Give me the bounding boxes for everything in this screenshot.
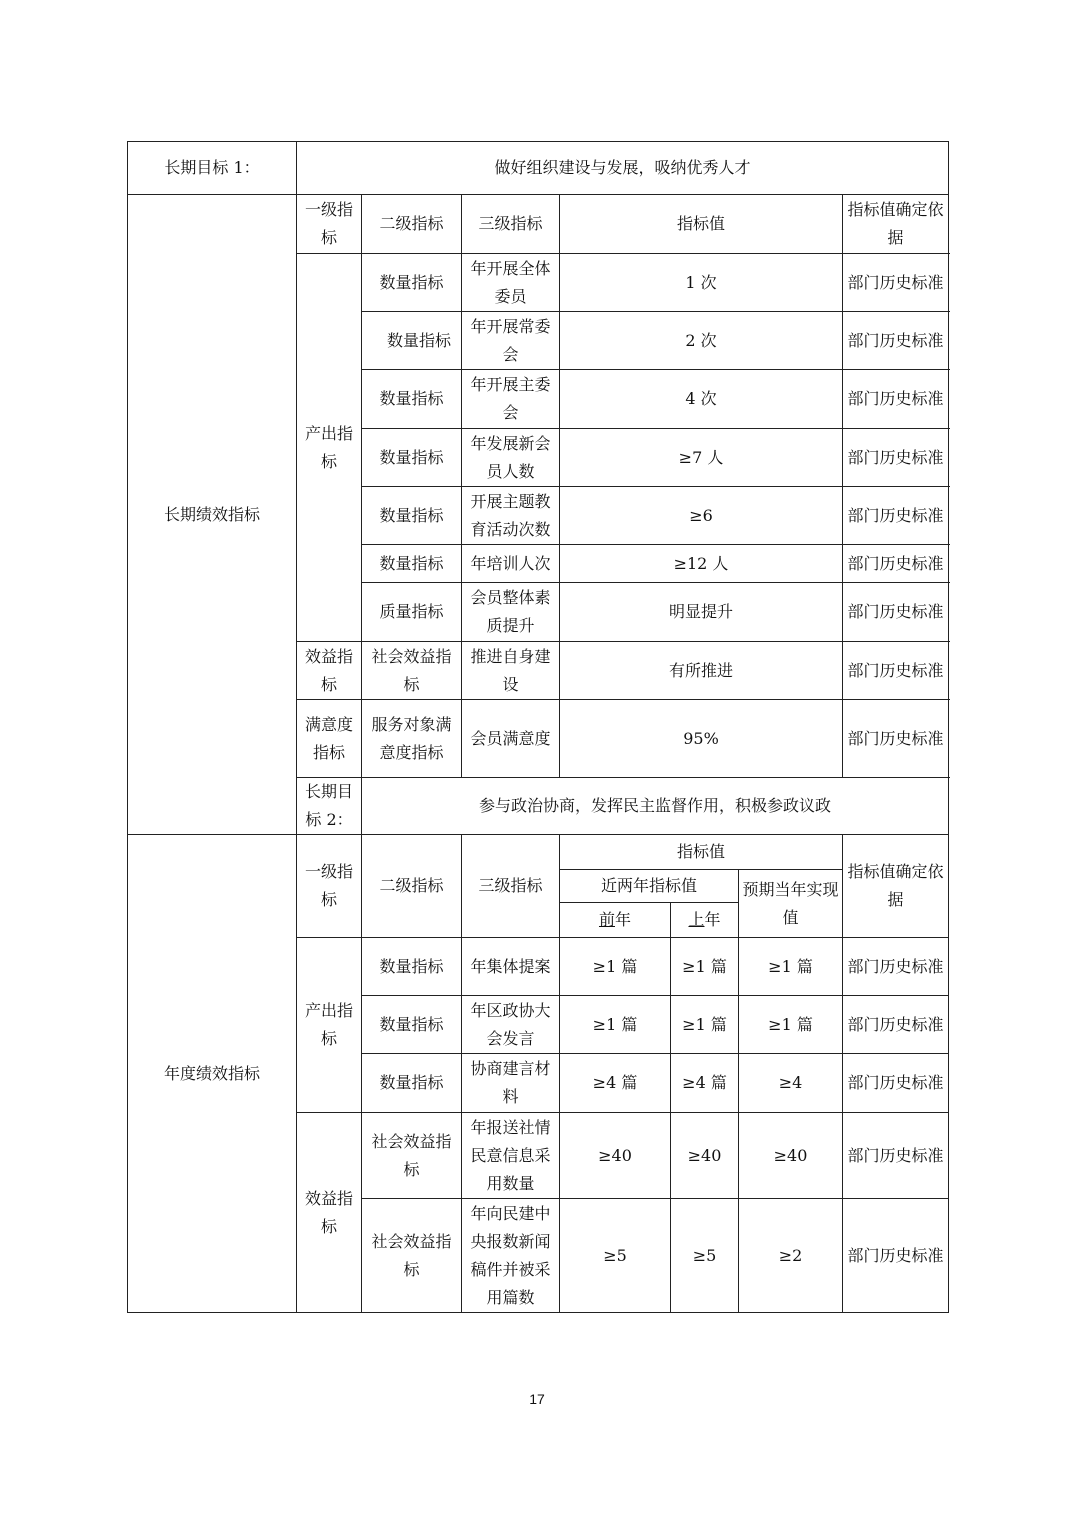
s1-header-level1: 一级指标 (297, 195, 362, 254)
cell-basis: 部门历史标准 (843, 312, 949, 370)
cell-value: ≥6 (560, 487, 843, 545)
cell-value: 2 次 (560, 312, 843, 370)
cell-level3: 年报送社情民意信息采用数量 (462, 1113, 560, 1199)
section1-label: 长期绩效指标 (128, 195, 297, 835)
cell-prev: ≥5 (560, 1199, 671, 1313)
cell-level3: 年集体提案 (462, 938, 560, 996)
cell-expected: ≥2 (739, 1199, 843, 1313)
cell-basis: 部门历史标准 (843, 1054, 949, 1113)
cell-basis: 部门历史标准 (843, 700, 949, 778)
cell-prev: ≥1 篇 (560, 938, 671, 996)
cell-value: 1 次 (560, 254, 843, 312)
cell-level2: 数量指标 (362, 312, 462, 370)
cell-basis: 部门历史标准 (843, 545, 949, 583)
section1-header-row (128, 195, 949, 254)
cell-prev: ≥4 篇 (560, 1054, 671, 1113)
cell-last: ≥5 (671, 1199, 739, 1313)
cell-level3: 年开展主委会 (462, 370, 560, 429)
goal2-text: 参与政治协商，发挥民主监督作用，积极参政议政 (362, 778, 949, 835)
s2-header-level2: 二级指标 (362, 835, 462, 938)
s2-header-last-year-char: 年 (704, 910, 721, 929)
s1-header-level2: 二级指标 (362, 195, 462, 254)
cell-level3: 年开展全体委员 (462, 254, 560, 312)
cell-level2: 数量指标 (362, 545, 462, 583)
cell-last: ≥40 (671, 1113, 739, 1199)
s2-header-prev-underline: 前 (598, 910, 615, 929)
cell-level2: 社会效益指标 (362, 642, 462, 700)
s2-header-expected: 预期当年实现值 (739, 870, 843, 938)
cell-basis: 部门历史标准 (843, 642, 949, 700)
cell-basis: 部门历史标准 (843, 1199, 949, 1313)
goal1-row (128, 142, 949, 195)
s1-group-satisfaction: 满意度指标 (297, 700, 362, 778)
cell-level2: 数量指标 (362, 938, 462, 996)
cell-level2: 质量指标 (362, 583, 462, 642)
cell-basis: 部门历史标准 (843, 429, 949, 487)
cell-basis: 部门历史标准 (843, 938, 949, 996)
cell-expected: ≥4 (739, 1054, 843, 1113)
s2-header-last-underline: 上 (688, 910, 705, 929)
cell-basis: 部门历史标准 (843, 996, 949, 1054)
cell-level2: 社会效益指标 (362, 1199, 462, 1313)
cell-value: 有所推进 (560, 642, 843, 700)
goal2-label: 长期目标 2： (297, 778, 362, 835)
s1-group-output: 产出指标 (297, 254, 362, 642)
cell-last: ≥1 篇 (671, 938, 739, 996)
cell-level2: 服务对象满意度指标 (362, 700, 462, 778)
s1-header-value: 指标值 (560, 195, 843, 254)
cell-level3: 会员满意度 (462, 700, 560, 778)
s2-header-level1: 一级指标 (297, 835, 362, 938)
s2-group-benefit: 效益指标 (297, 1113, 362, 1313)
cell-level3: 年开展常委会 (462, 312, 560, 370)
cell-level2: 数量指标 (362, 1054, 462, 1113)
cell-prev: ≥40 (560, 1113, 671, 1199)
cell-expected: ≥1 篇 (739, 938, 843, 996)
cell-value: 明显提升 (560, 583, 843, 642)
cell-last: ≥1 篇 (671, 996, 739, 1054)
cell-basis: 部门历史标准 (843, 370, 949, 429)
cell-level3: 年培训人次 (462, 545, 560, 583)
s2-header-prev-year (560, 903, 671, 938)
cell-level2: 数量指标 (362, 370, 462, 429)
cell-level2: 数量指标 (362, 996, 462, 1054)
s1-header-basis: 指标值确定依据 (843, 195, 949, 254)
goal1-label: 长期目标 1： (128, 142, 297, 195)
s2-header-basis: 指标值确定依据 (843, 835, 949, 938)
cell-level3: 年向民建中央报数新闻稿件并被采用篇数 (462, 1199, 560, 1313)
goal1-text: 做好组织建设与发展，吸纳优秀人才 (297, 142, 949, 195)
cell-value: ≥7 人 (560, 429, 843, 487)
cell-level2: 社会效益指标 (362, 1113, 462, 1199)
s2-header-last-year (671, 903, 739, 938)
cell-basis: 部门历史标准 (843, 583, 949, 642)
cell-level3: 年区政协大会发言 (462, 996, 560, 1054)
section2-header-row (128, 835, 949, 870)
cell-basis: 部门历史标准 (843, 1113, 949, 1199)
cell-value: ≥12 人 (560, 545, 843, 583)
s2-header-value: 指标值 (560, 835, 843, 870)
s1-group-benefit: 效益指标 (297, 642, 362, 700)
cell-basis: 部门历史标准 (843, 254, 949, 312)
page-number: 17 (529, 1391, 545, 1407)
cell-value: 95% (560, 700, 843, 778)
cell-value: 4 次 (560, 370, 843, 429)
s2-header-recent: 近两年指标值 (560, 870, 739, 903)
cell-level3: 推进自身建设 (462, 642, 560, 700)
cell-last: ≥4 篇 (671, 1054, 739, 1113)
cell-level2: 数量指标 (362, 254, 462, 312)
cell-basis: 部门历史标准 (843, 487, 949, 545)
s1-header-level3: 三级指标 (462, 195, 560, 254)
cell-level3: 年发展新会员人数 (462, 429, 560, 487)
cell-expected: ≥1 篇 (739, 996, 843, 1054)
s2-header-prev-year-char: 年 (615, 910, 632, 929)
performance-indicator-table (127, 141, 949, 1313)
s2-group-output: 产出指标 (297, 938, 362, 1113)
cell-level3: 协商建言材料 (462, 1054, 560, 1113)
cell-level2: 数量指标 (362, 429, 462, 487)
section2-label: 年度绩效指标 (128, 835, 297, 1313)
s2-header-level3: 三级指标 (462, 835, 560, 938)
cell-expected: ≥40 (739, 1113, 843, 1199)
cell-level3: 会员整体素质提升 (462, 583, 560, 642)
cell-level2: 数量指标 (362, 487, 462, 545)
cell-prev: ≥1 篇 (560, 996, 671, 1054)
cell-level3: 开展主题教育活动次数 (462, 487, 560, 545)
